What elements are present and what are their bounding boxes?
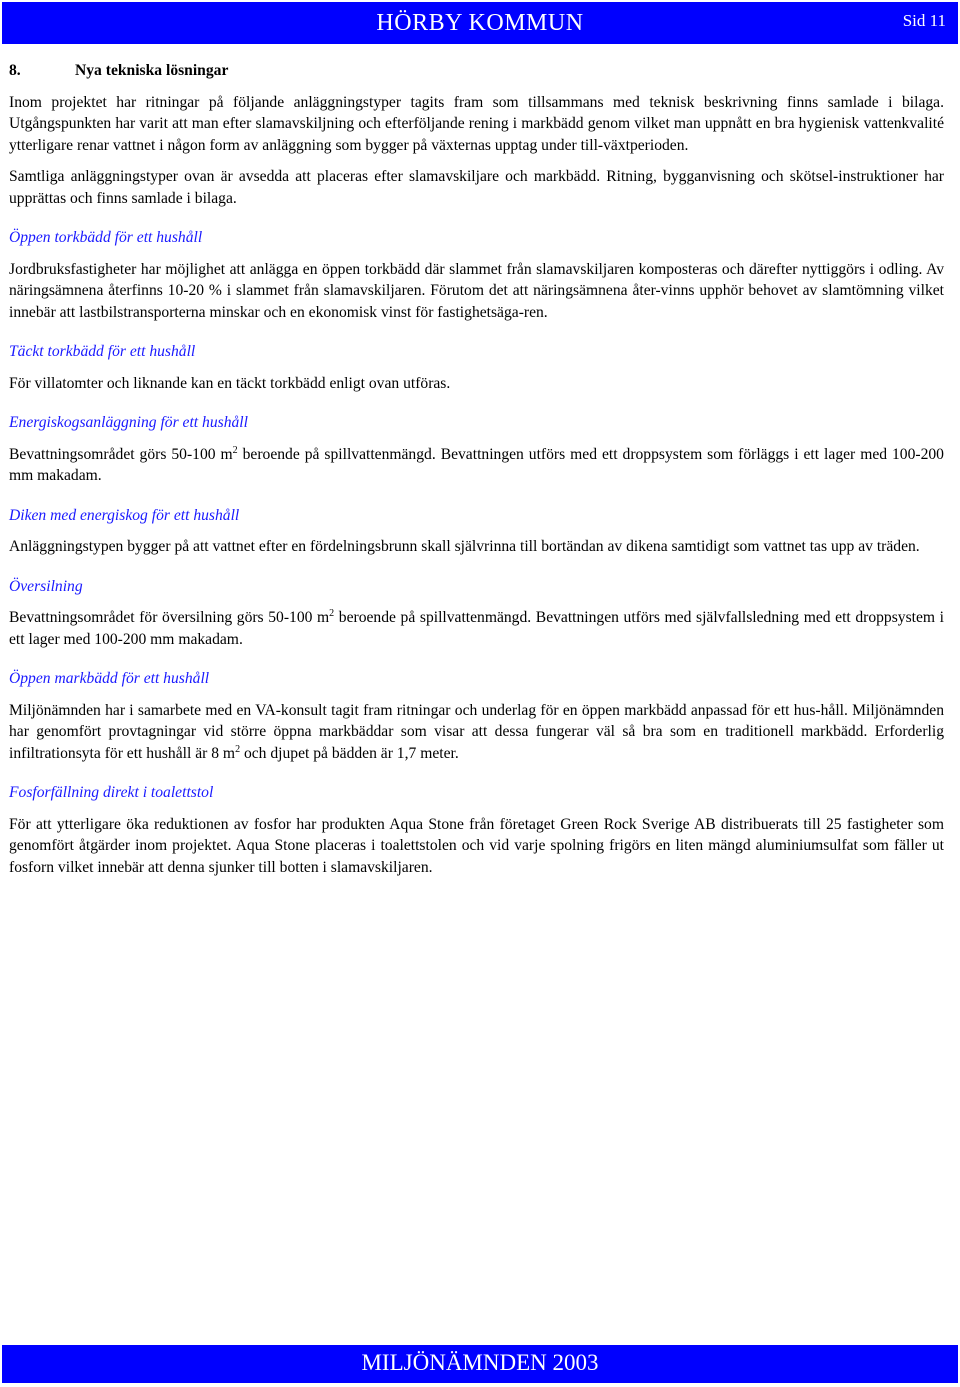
superscript: 2 [235,743,241,755]
subsection-text: Jordbruksfastigheter har möjlighet att anlägga en öppen torkbädd där slammet från slamavskiljaren komposteras och därefter nyttiggörs i odling. Av näringsämnena återfinns 10-20 % i slammet från slamavskiljaren. Förutom det att näringsämnena åter-vinns upphör behovet av slamtömning vilket innebär att lastbilstransporterna minskar och en ekonomisk vinst för fastighetsäga-ren. [9,260,944,321]
document-body [9,60,944,888]
footer-bar [2,1345,958,1383]
subsection-heading: Öppen torkbädd för ett hushåll [9,229,203,246]
subsection-text [9,700,944,765]
subsection-text [9,607,944,650]
header-title: HÖRBY KOMMUN [376,10,584,36]
footer-title: MILJÖNÄMNDEN 2003 [361,1350,599,1375]
header-bar [2,2,958,44]
subsection-heading: Diken med energiskog för ett hushåll [9,506,240,524]
subsection-heading: Öppen markbädd för ett hushåll [9,670,210,687]
page-number: Sid 11 [902,11,946,30]
text-part: Miljönämnden har i samarbete med en VA-konsult tagit fram ritningar och underlag för en öppen markbädd anpassad för ett hus-håll. Miljönämnden har genomfört provtagningar vid större öppna markbäddar som visar att dessa fungerar väl så bra som en traditionell markbädd. Erforderlig infiltrationsyta för ett hushåll är 8 m [9,701,944,762]
text-part: Bevattningsområdet för översilning görs 50-100 m [9,609,330,626]
superscript: 2 [329,608,335,619]
section-number: 8. [9,62,21,79]
subsection-text [9,444,944,487]
text-part: beroende på spillvattenmängd. Bevattningen utförs med ett droppsystem som förläggs i ett lager med 100-200 mm makadam. [9,445,944,484]
text-part: beroende på spillvattenmängd. Bevattningen utförs med självfallsledning med ett droppsystem i ett lager med 100-200 mm makadam. [9,609,944,648]
subsection-heading: Energiskogsanläggning för ett hushåll [9,414,248,431]
intro-paragraph: Inom projektet har ritningar på följande anläggningstyper tagits fram som tillsammans med teknisk beskrivning finns samlade i bilaga. Utgångspunkten har varit att man efter slamavskiljning och efterföljande rening i markbädd genom vilket man uppnått en bra hygienisk vattenkvalité ytterligare renar vattnet i någon form av anläggning som bygger på växternas upptag under till-växtperioden. [9,93,944,154]
intro-paragraph: Samtliga anläggningstyper ovan är avsedda att placeras efter slamavskiljare och markbädd. Ritning, bygganvisning och skötsel-instruktioner har upprättas och finns samlade i bilaga. [9,168,944,207]
subsection-text: Anläggningstypen bygger på att vattnet efter en fördelningsbrunn skall självrinna till bortändan av dikena samtidigt som vattnet tas upp av träden. [9,538,920,555]
subsection-heading: Fosforfällning direkt i toalettstol [9,784,214,801]
subsection-heading: Översilning [9,577,83,595]
section-heading [9,60,944,82]
subsection-text: För att ytterligare öka reduktionen av fosfor har produkten Aqua Stone från företaget Green Rock Sverige AB distribuerats till 25 fastigheter som genomfört åtgärder inom projektet. Aqua Stone placeras i toalettstolen och vid varje spolning frigörs en liten mängd aluminiumsulfat som fäller ut fosforn vilket innebär att denna sjunker till botten i slamavskiljaren. [9,815,944,876]
section-title: Nya tekniska lösningar [75,62,229,79]
text-part: och djupet på bädden är 1,7 meter. [240,744,459,762]
superscript: 2 [232,444,238,456]
text-part: Bevattningsområdet görs 50-100 m [9,445,233,463]
subsection-heading: Täckt torkbädd för ett hushåll [9,343,196,360]
subsection-text: För villatomter och liknande kan en täckt torkbädd enligt ovan utföras. [9,374,451,392]
